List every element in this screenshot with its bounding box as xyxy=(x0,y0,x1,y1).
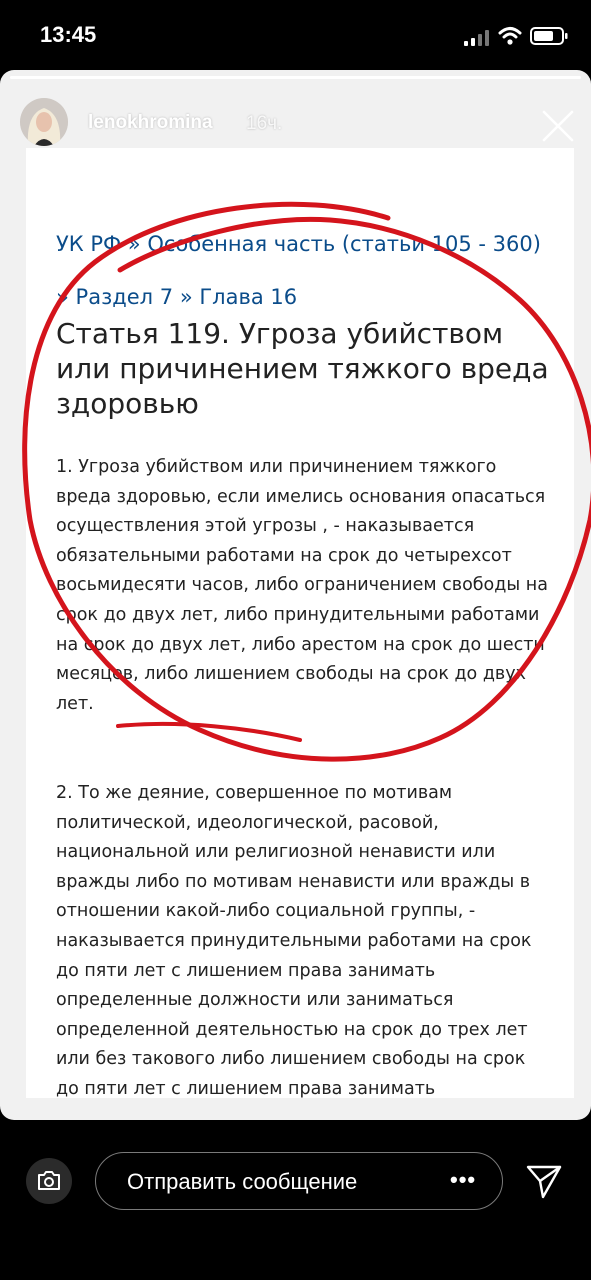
breadcrumb-item[interactable]: Раздел 7 xyxy=(75,285,174,309)
message-placeholder: Отправить сообщение xyxy=(127,1169,358,1194)
story-progress-bar xyxy=(10,76,581,79)
message-input[interactable] xyxy=(95,1152,503,1210)
status-bar xyxy=(0,0,591,70)
camera-icon xyxy=(37,1170,61,1191)
bottom-bar xyxy=(0,1120,591,1280)
article-paragraph-1: 1. Угроза убийством или причинением тяжкого вреда здоровью, если имелись основания опасаться осуществления этой угрозы , - наказывается обязательными работами на срок до четырехсот восьмидесяти часов, либо ограничением свободы на срок до двух лет, либо принудительными работами на срок до двух лет, либо арестом на срок до шести месяцев, либо лишением свободы на срок до двух лет. xyxy=(56,457,548,714)
article-title: Статья 119. Угроза убийством или причинением тяжкого вреда здоровью xyxy=(56,317,549,420)
breadcrumb-item[interactable]: Глава 16 xyxy=(199,285,298,309)
breadcrumb-separator: » xyxy=(121,232,148,256)
article-paragraph-2: 2. То же деяние, совершенное по мотивам политической, идеологической, расовой, национальной или религиозной ненависти или вражды либо по мотивам ненависти или вражды в отношении какой-либо социальной группы, - наказывается принудительными работами на срок до пяти лет с лишением права занимать определенные должности или заниматься определенной деятельностью на срок до трех лет или без такового либо лишением свободы на срок до пяти лет с лишением права занимать xyxy=(56,783,532,1098)
breadcrumb-separator: » xyxy=(56,285,76,309)
screenshot-document xyxy=(26,148,574,1098)
avatar-image xyxy=(20,98,68,146)
breadcrumb xyxy=(56,218,556,324)
story-username[interactable]: lenokhromina xyxy=(88,112,213,133)
breadcrumb-separator: » xyxy=(173,285,200,309)
close-icon[interactable] xyxy=(540,108,576,144)
battery-icon xyxy=(530,27,568,45)
send-icon[interactable] xyxy=(525,1164,563,1200)
wifi-icon xyxy=(498,26,522,46)
camera-button[interactable] xyxy=(26,1158,72,1204)
story-time-ago: 16ч. xyxy=(246,113,283,134)
cellular-signal-icon xyxy=(464,30,492,46)
breadcrumb-item[interactable]: Особенная часть (статьи 105 - 360) xyxy=(147,232,541,256)
story-progress-fill xyxy=(10,76,581,79)
story-viewer[interactable] xyxy=(0,70,591,1120)
more-options-icon[interactable]: ••• xyxy=(450,1167,477,1192)
status-time: 13:45 xyxy=(40,22,97,47)
avatar[interactable] xyxy=(20,98,68,146)
breadcrumb-item[interactable]: УК РФ xyxy=(56,232,122,256)
